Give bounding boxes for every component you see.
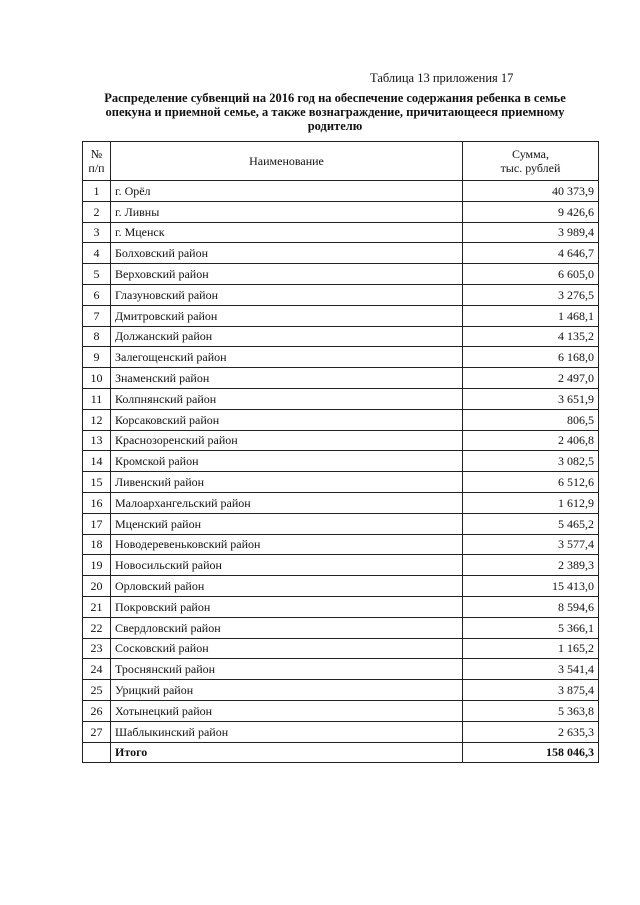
- row-sum: 5 366,1: [463, 617, 599, 638]
- row-sum: 6 512,6: [463, 472, 599, 493]
- row-sum: 806,5: [463, 409, 599, 430]
- total-sum: 158 046,3: [463, 742, 599, 763]
- row-sum: 4 646,7: [463, 243, 599, 264]
- table-row: [83, 513, 599, 534]
- row-number: 14: [83, 451, 111, 472]
- table-row: [83, 472, 599, 493]
- table-row: [83, 451, 599, 472]
- total-row: [83, 742, 599, 763]
- row-name: Новосильский район: [111, 555, 463, 576]
- row-name: Свердловский район: [111, 617, 463, 638]
- table-row: [83, 555, 599, 576]
- row-number: 24: [83, 659, 111, 680]
- row-name: Троснянский район: [111, 659, 463, 680]
- row-name: Урицкий район: [111, 680, 463, 701]
- row-number: 26: [83, 700, 111, 721]
- row-name: Краснозоренский район: [111, 430, 463, 451]
- table-row: [83, 700, 599, 721]
- row-sum: 6 168,0: [463, 347, 599, 368]
- row-name: Должанский район: [111, 326, 463, 347]
- annex-label: Таблица 13 приложения 17: [370, 71, 514, 85]
- row-name: Хотынецкий район: [111, 700, 463, 721]
- row-name: Кромской район: [111, 451, 463, 472]
- row-name: Колпнянский район: [111, 388, 463, 409]
- row-number: 1: [83, 181, 111, 202]
- table-row: [83, 222, 599, 243]
- row-number: 6: [83, 284, 111, 305]
- row-name: Орловский район: [111, 576, 463, 597]
- header-number-line1: №: [90, 147, 103, 161]
- row-number: 25: [83, 680, 111, 701]
- header-sum-line2: тыс. рублей: [500, 161, 561, 175]
- row-number: 8: [83, 326, 111, 347]
- table-body: [83, 181, 599, 763]
- table-row: [83, 596, 599, 617]
- table-row: [83, 409, 599, 430]
- row-sum: 2 635,3: [463, 721, 599, 742]
- table-row: [83, 347, 599, 368]
- row-number: 17: [83, 513, 111, 534]
- row-number: 9: [83, 347, 111, 368]
- row-number: 12: [83, 409, 111, 430]
- subvention-table: [82, 141, 599, 763]
- row-name: Дмитровский район: [111, 305, 463, 326]
- row-name: Сосковский район: [111, 638, 463, 659]
- row-sum: 3 989,4: [463, 222, 599, 243]
- row-number: 18: [83, 534, 111, 555]
- row-sum: 1 612,9: [463, 492, 599, 513]
- total-label: Итого: [111, 742, 463, 763]
- row-name: Шаблыкинский район: [111, 721, 463, 742]
- row-name: г. Ливны: [111, 201, 463, 222]
- row-name: Верховский район: [111, 264, 463, 285]
- row-name: Мценский район: [111, 513, 463, 534]
- table-row: [83, 284, 599, 305]
- row-number: 21: [83, 596, 111, 617]
- header-name: Наименование: [111, 142, 463, 181]
- row-name: Глазуновский район: [111, 284, 463, 305]
- row-sum: 3 875,4: [463, 680, 599, 701]
- row-sum: 3 577,4: [463, 534, 599, 555]
- row-name: г. Мценск: [111, 222, 463, 243]
- header-number-line2: п/п: [88, 161, 105, 175]
- row-sum: 3 541,4: [463, 659, 599, 680]
- table-row: [83, 659, 599, 680]
- row-name: Покровский район: [111, 596, 463, 617]
- table-row: [83, 617, 599, 638]
- table-row: [83, 368, 599, 389]
- row-number: 16: [83, 492, 111, 513]
- row-sum: 1 165,2: [463, 638, 599, 659]
- table-row: [83, 680, 599, 701]
- row-number: 11: [83, 388, 111, 409]
- row-number: 2: [83, 201, 111, 222]
- row-sum: 2 406,8: [463, 430, 599, 451]
- row-number: 19: [83, 555, 111, 576]
- table-row: [83, 201, 599, 222]
- row-name: г. Орёл: [111, 181, 463, 202]
- row-sum: 3 651,9: [463, 388, 599, 409]
- row-number: 27: [83, 721, 111, 742]
- row-number: 10: [83, 368, 111, 389]
- table-row: [83, 326, 599, 347]
- row-name: Знаменский район: [111, 368, 463, 389]
- row-number: 22: [83, 617, 111, 638]
- row-number: 13: [83, 430, 111, 451]
- table-row: [83, 388, 599, 409]
- row-number: 4: [83, 243, 111, 264]
- table-row: [83, 638, 599, 659]
- header-number: [83, 142, 111, 181]
- row-sum: 1 468,1: [463, 305, 599, 326]
- table-row: [83, 264, 599, 285]
- total-number-cell: [83, 742, 111, 763]
- table-row: [83, 492, 599, 513]
- table-header-row: [83, 142, 599, 181]
- row-name: Болховский район: [111, 243, 463, 264]
- row-sum: 5 465,2: [463, 513, 599, 534]
- table-row: [83, 243, 599, 264]
- row-sum: 4 135,2: [463, 326, 599, 347]
- row-number: 3: [83, 222, 111, 243]
- row-sum: 2 389,3: [463, 555, 599, 576]
- row-sum: 15 413,0: [463, 576, 599, 597]
- table-row: [83, 305, 599, 326]
- header-sum-line1: Сумма,: [512, 147, 549, 161]
- row-sum: 3 276,5: [463, 284, 599, 305]
- row-sum: 9 426,6: [463, 201, 599, 222]
- row-name: Новодеревеньковский район: [111, 534, 463, 555]
- row-sum: 2 497,0: [463, 368, 599, 389]
- row-name: Корсаковский район: [111, 409, 463, 430]
- row-sum: 40 373,9: [463, 181, 599, 202]
- row-name: Ливенский район: [111, 472, 463, 493]
- row-sum: 3 082,5: [463, 451, 599, 472]
- row-sum: 6 605,0: [463, 264, 599, 285]
- row-sum: 8 594,6: [463, 596, 599, 617]
- row-sum: 5 363,8: [463, 700, 599, 721]
- table-row: [83, 721, 599, 742]
- table-row: [83, 534, 599, 555]
- table-row: [83, 430, 599, 451]
- row-number: 7: [83, 305, 111, 326]
- row-name: Малоархангельский район: [111, 492, 463, 513]
- table-row: [83, 181, 599, 202]
- row-name: Залегощенский район: [111, 347, 463, 368]
- row-number: 15: [83, 472, 111, 493]
- row-number: 5: [83, 264, 111, 285]
- document-title: Распределение субвенций на 2016 год на обеспечение содержания ребенка в семье опекуна и приемной семье, а также вознаграждение, причитающееся приемному родителю: [104, 91, 566, 133]
- table-row: [83, 576, 599, 597]
- row-number: 20: [83, 576, 111, 597]
- row-number: 23: [83, 638, 111, 659]
- header-sum: [463, 142, 599, 181]
